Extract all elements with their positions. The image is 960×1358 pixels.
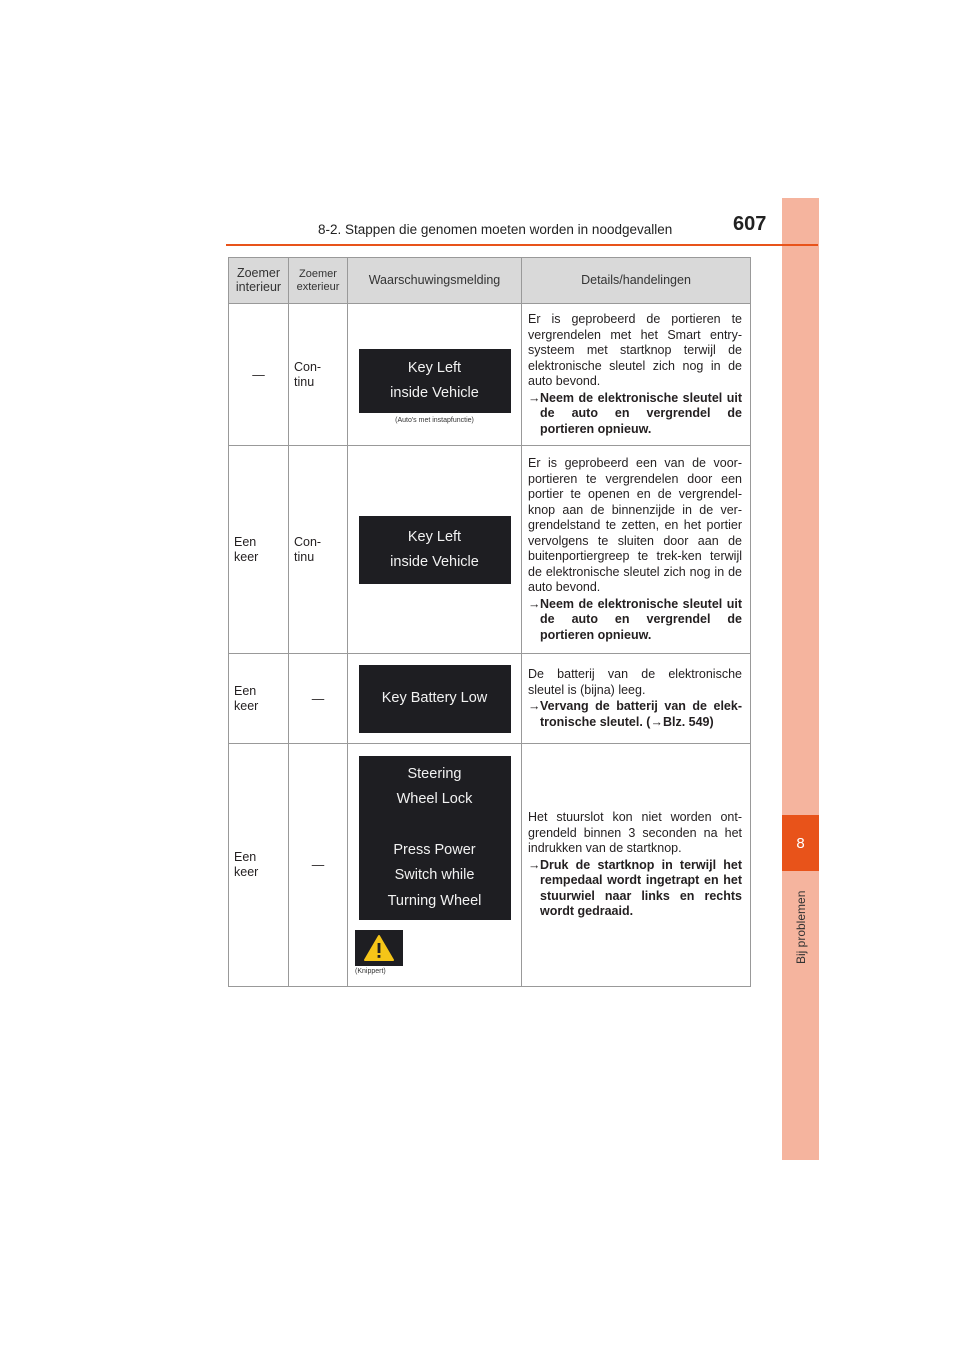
screen-line: Press Power (393, 841, 476, 858)
arrow-icon: → (528, 857, 541, 872)
buzzer-exterior-line1: Con- (294, 534, 322, 549)
buzzer-exterior-cell (289, 744, 348, 987)
screen-line: Wheel Lock (396, 791, 473, 808)
buzzer-exterior-line2: tinu (294, 374, 315, 389)
header-buzzer-interior (229, 258, 289, 304)
dash-mark: — (252, 367, 265, 382)
dash-mark: — (311, 858, 325, 872)
buzzer-interior-line1: Een (234, 850, 257, 864)
warning-message-cell (348, 446, 522, 654)
details-cell (522, 446, 751, 654)
buzzer-exterior-cell (289, 304, 348, 446)
details-text: Er is geprobeerd een van de voor-portieren te vergrendelen door een portier te openen en de vergrendel-knop aan de binnenzijde in de ver-grendelstand te zetten, en het portier vervolgens te sluiten door aan de buitenportiergreep te trek-ken terwijl de elektronische sleutel zich nog in de auto bevond. (528, 456, 742, 594)
screen-line: Key Left (407, 528, 462, 545)
warning-indicator (348, 930, 521, 975)
section-title: 8-2. Stappen die genomen moeten worden in noodgevallen (318, 222, 673, 237)
buzzer-exterior-line2: tinu (294, 549, 315, 564)
action-text: Neem de elektronische sleutel uit de auto en vergrendel de portieren opnieuw. (540, 390, 742, 436)
screen-line: Switch while (394, 867, 475, 884)
buzzer-exterior-line1: Con- (294, 359, 322, 374)
screen-caption: (Knippert) (355, 968, 386, 975)
action-item (528, 699, 742, 730)
header-buzzer-interior-line1: Zoemer (236, 265, 281, 280)
screen-line: Key Left (407, 360, 462, 376)
warning-message-cell (348, 654, 522, 744)
buzzer-interior-line2: keer (234, 698, 259, 713)
buzzer-interior-line2: keer (234, 549, 259, 564)
details-text: Het stuurslot kon niet worden ont-grendeld binnen 3 seconden na het indrukken van de startknop. (528, 810, 742, 856)
buzzer-interior-cell (229, 304, 289, 446)
warning-message-cell (348, 304, 522, 446)
buzzer-exterior-cell (289, 654, 348, 744)
header-rule (226, 244, 818, 246)
screen-line: Turning Wheel (387, 892, 482, 909)
display-screen (359, 665, 511, 733)
arrow-icon: → (528, 596, 541, 611)
details-text: Er is geprobeerd de portieren te vergrendelen met het Smart entry-systeem met startknop terwijl de elektronische sleutel zich nog in de auto bevond. (528, 312, 742, 388)
chapter-number: 8 (796, 834, 805, 852)
display-screen (359, 516, 511, 584)
page-number: 607 (733, 213, 767, 235)
arrow-icon: → (528, 390, 541, 405)
screen-line: inside Vehicle (390, 553, 479, 570)
action-item (528, 597, 742, 644)
header-buzzer-interior-line2: interieur (235, 279, 282, 294)
screen-line: Key Battery Low (381, 690, 488, 706)
buzzer-interior-line1: Een (234, 683, 257, 698)
table-header-row (229, 258, 751, 304)
buzzer-interior-line1: Een (234, 534, 257, 549)
header-buzzer-exterior-line2: exterieur (296, 280, 340, 293)
warning-message-table (228, 257, 751, 987)
chapter-number-tab (782, 815, 819, 871)
table-row (229, 654, 751, 744)
buzzer-exterior-cell (289, 446, 348, 654)
details-cell (522, 304, 751, 446)
warning-message-cell (348, 744, 522, 987)
table-row (229, 446, 751, 654)
details-cell (522, 654, 751, 744)
header-buzzer-exterior-line1: Zoemer (299, 268, 337, 281)
display-screen (359, 756, 511, 920)
buzzer-interior-cell (229, 654, 289, 744)
header-warning-message: Waarschuwingsmelding (348, 258, 522, 304)
header-buzzer-exterior (289, 258, 348, 304)
chapter-label: Bij problemen (794, 890, 808, 964)
screen-line: inside Vehicle (390, 385, 479, 401)
details-cell (522, 744, 751, 987)
details-text: De batterij van de elektronische sleutel is (bijna) leeg. (528, 667, 742, 697)
action-text: Neem de elektronische sleutel uit de auto en vergrendel de portieren opnieuw. (540, 596, 742, 642)
action-item (528, 858, 742, 920)
screen-caption: (Auto's met instapfunctie) (395, 417, 474, 424)
dash-mark: — (311, 691, 325, 706)
table-row (229, 744, 751, 987)
warning-indicator-box (355, 930, 403, 966)
buzzer-interior-cell (229, 446, 289, 654)
arrow-icon: → (528, 699, 541, 713)
buzzer-interior-line2: keer (234, 865, 259, 879)
action-item (528, 391, 742, 438)
display-screen (359, 349, 511, 413)
action-text: Druk de startknop in terwijl het rempedaal wordt ingetrapt en het stuurwiel naar links en rechts wordt gedraaid. (540, 857, 742, 919)
warning-triangle-icon (363, 934, 395, 962)
action-text: Vervang de batterij van de elek-tronische sleutel. (→Blz. 549) (540, 699, 742, 729)
header-details: Details/handelingen (522, 258, 751, 304)
chapter-sidebar (782, 198, 819, 1160)
buzzer-interior-cell (229, 744, 289, 987)
table-row (229, 304, 751, 446)
screen-line: Steering (407, 765, 462, 782)
